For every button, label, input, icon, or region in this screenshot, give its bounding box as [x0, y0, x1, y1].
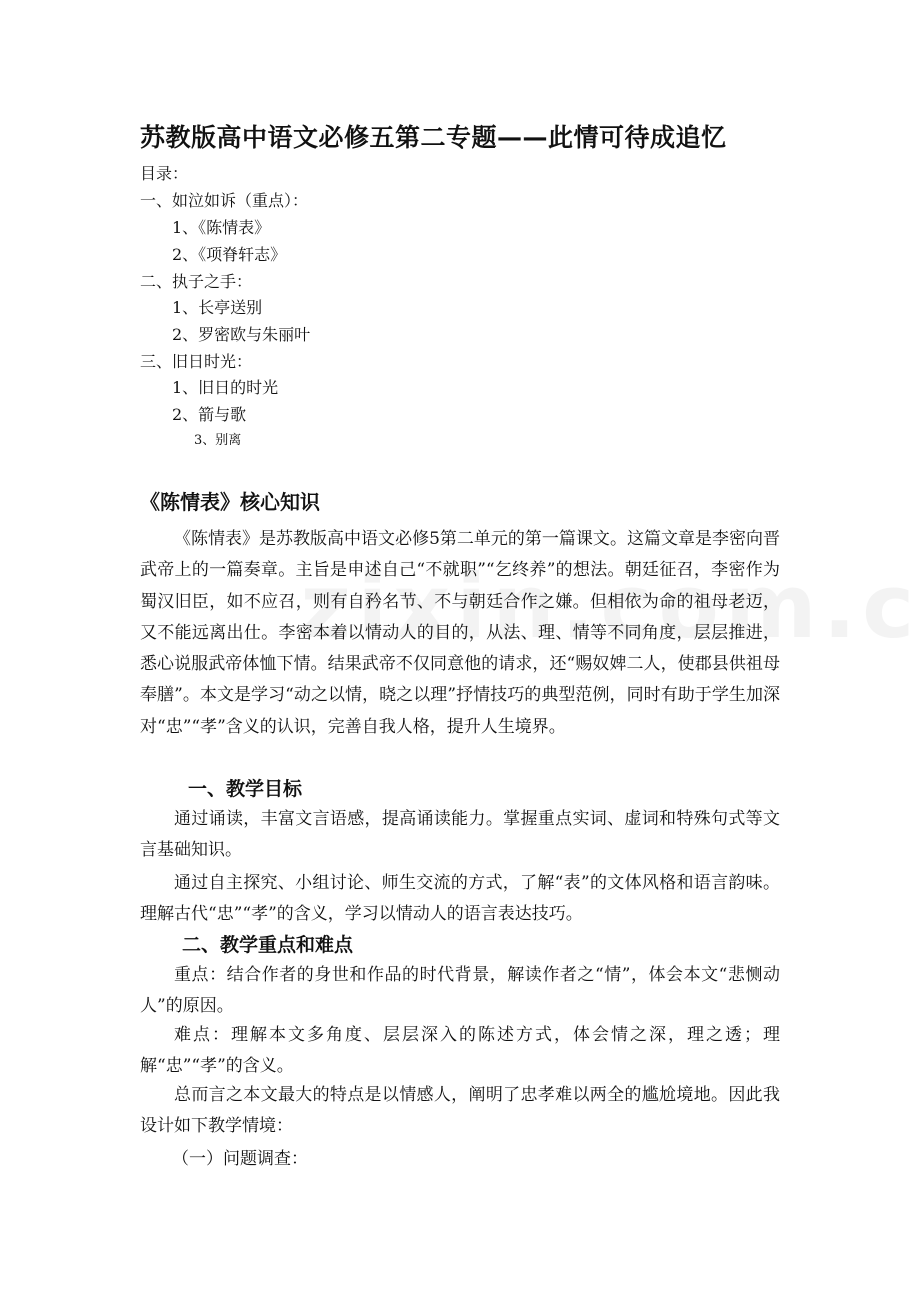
- heading-key-points: 二、教学重点和难点: [182, 934, 354, 956]
- heading-teaching-goals: 一、教学目标: [188, 778, 303, 800]
- toc-section-3: 三、旧日时光：: [140, 352, 253, 371]
- goal-paragraph: 通过诵读，丰富文言语感，提高诵读能力。掌握重点实词、虚词和特殊句式等文言基础知识。: [140, 809, 780, 861]
- toc-item: 2、《项脊轩志》: [172, 245, 287, 264]
- goal-paragraph: 通过自主探究、小组讨论、师生交流的方式，了解“表”的文体风格和语言韵味。理解古代“忠”“孝”的含义，学习以情动人的语言表达技巧。: [140, 873, 780, 925]
- toc-item: 2、箭与歌: [172, 405, 247, 424]
- toc-item: 1、《陈情表》: [172, 218, 271, 237]
- document-title: 苏教版高中语文必修五第二专题——此情可待成追忆: [140, 123, 727, 152]
- toc-item: 1、长亭送别: [172, 298, 263, 317]
- toc-item: 2、罗密欧与朱丽叶: [172, 325, 311, 344]
- section-title: 《陈情表》核心知识: [140, 490, 320, 514]
- key-point-paragraph: 重点：结合作者的身世和作品的时代背景，解读作者之“情”，体会本文“悲恻动人”的原因。: [140, 965, 780, 1017]
- toc-section-2: 二、执子之手：: [140, 272, 253, 291]
- intro-paragraph: 《陈情表》是苏教版高中语文必修5第二单元的第一篇课文。这篇文章是李密向晋武帝上的一篇奏章。主旨是申述自己“不就职”“乞终养”的想法。朝廷征召，李密作为蜀汉旧臣，如不应召，则有自矜名节、不与朝廷合作之嫌。但相依为命的祖母老迈，又不能远离出仕。李密本着以情动人的目的，从法、理、情等不同角度，层层推进，悉心说服武帝体恤下情。结果武帝不仅同意他的请求，还“赐奴婢二人，使郡县供祖母奉膳”。本文是学习“动之以情，晓之以理”抒情技巧的典型范例，同时有助于学生加深对“忠”“孝”含义的认识，完善自我人格，提升人生境界。: [140, 529, 780, 737]
- toc-heading: 目录：: [140, 164, 189, 183]
- toc-section-1: 一、如泣如诉（重点）：: [140, 191, 309, 210]
- summary-paragraph: 总而言之本文最大的特点是以情感人，阐明了忠孝难以两全的尴尬境地。因此我设计如下教学情境：: [140, 1085, 780, 1137]
- toc-item: 1、旧日的时光: [172, 378, 279, 397]
- toc-item: 3、别离: [194, 433, 242, 448]
- subheading-survey: （一）问题调查：: [172, 1149, 308, 1169]
- difficulty-paragraph: 难点：理解本文多角度、层层深入的陈述方式，体会情之深，理之透；理解“忠”“孝”的含义。: [140, 1025, 780, 1077]
